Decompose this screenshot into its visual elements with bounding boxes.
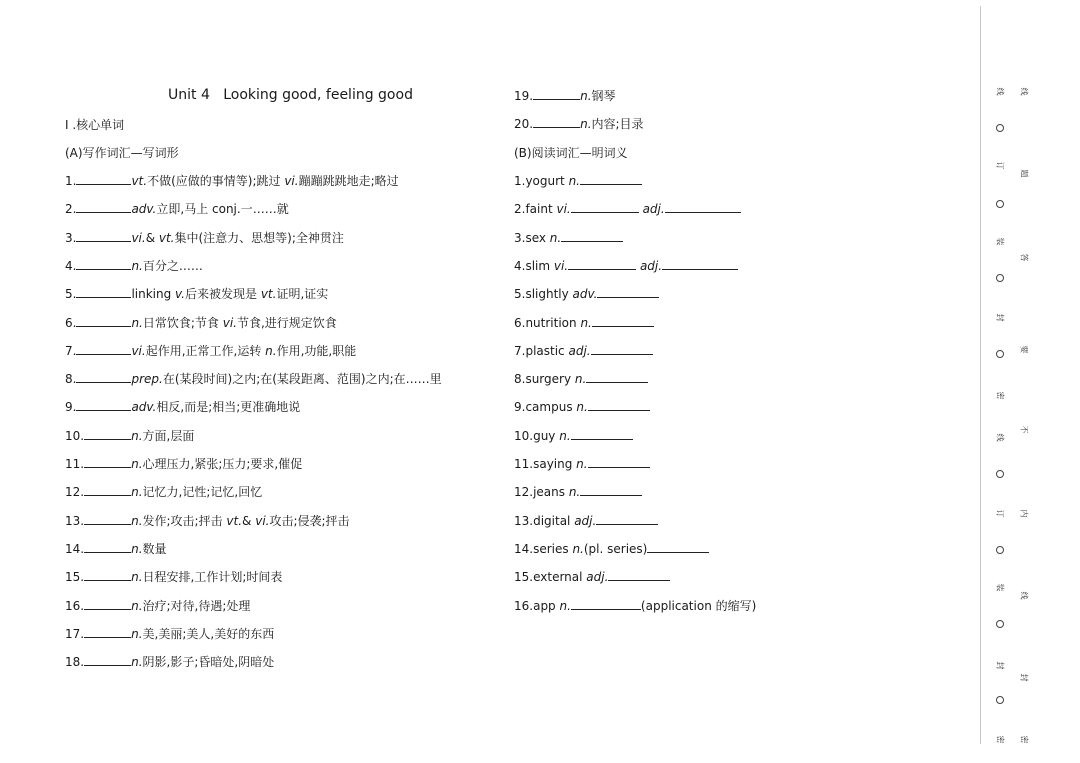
vocab-item bbox=[514, 201, 741, 217]
item-number: 13. bbox=[65, 513, 85, 528]
vocab-item bbox=[514, 88, 616, 104]
text-segment: 集中(注意力、思想等);全神贯注 bbox=[174, 230, 344, 245]
binding-char: 内 bbox=[1019, 509, 1029, 518]
item-number: 17. bbox=[65, 626, 85, 641]
binding-char: 要 bbox=[1019, 345, 1029, 354]
binding-circle bbox=[996, 350, 1004, 358]
vocab-item bbox=[65, 230, 344, 246]
item-number: 7. bbox=[65, 343, 77, 358]
text-segment: 相反,而是;相当;更准确地说 bbox=[156, 400, 301, 415]
text-segment: n. bbox=[131, 626, 143, 641]
item-number: 11. bbox=[65, 457, 85, 471]
text-segment: 内容;目录 bbox=[591, 117, 644, 132]
text-segment: n. bbox=[580, 315, 592, 330]
answer-blank[interactable] bbox=[665, 201, 741, 213]
page-title: Unit 4 Looking good, feeling good bbox=[168, 87, 413, 103]
text-segment: 10.guy bbox=[514, 428, 560, 443]
text-segment: 发作;攻击;抨击 bbox=[142, 513, 227, 528]
text-segment: 方面,层面 bbox=[142, 428, 195, 443]
text-segment: 13.digital bbox=[514, 513, 575, 528]
text-segment: n. bbox=[131, 541, 143, 556]
text-segment: 2.faint bbox=[514, 202, 557, 217]
text-segment: 心理压力,紧张;压力;要求,催促 bbox=[142, 457, 303, 471]
binding-line bbox=[980, 6, 981, 744]
text-segment: adj. bbox=[639, 258, 663, 273]
text-segment: 记忆力,记性;记忆,回忆 bbox=[142, 485, 263, 500]
item-number: 18. bbox=[65, 655, 85, 670]
section-heading: (A)写作词汇—写词形 bbox=[65, 146, 179, 160]
text-segment: n. bbox=[131, 570, 143, 585]
answer-blank[interactable] bbox=[588, 399, 650, 411]
vocab-item bbox=[65, 626, 274, 642]
text-segment: n. bbox=[576, 457, 588, 471]
text-segment: n. bbox=[549, 230, 562, 245]
text-segment: vi. bbox=[255, 513, 270, 528]
answer-blank[interactable] bbox=[588, 456, 650, 468]
vocab-item bbox=[514, 428, 633, 444]
text-segment: vi. bbox=[556, 202, 571, 217]
text-segment: 钢琴 bbox=[591, 89, 616, 103]
item-number: 1. bbox=[65, 174, 77, 188]
binding-circle bbox=[996, 546, 1004, 554]
binding-char: 封 bbox=[1019, 673, 1029, 682]
vocab-item bbox=[514, 541, 709, 557]
text-segment: 7.plastic bbox=[514, 343, 569, 358]
text-segment: vi. bbox=[131, 343, 146, 358]
answer-blank[interactable] bbox=[608, 569, 670, 581]
vocab-item bbox=[514, 456, 650, 472]
vocab-item bbox=[65, 399, 300, 415]
text-segment: adj. bbox=[574, 513, 597, 528]
item-number: 10. bbox=[65, 428, 85, 443]
binding-char: 不 bbox=[1019, 425, 1029, 434]
vocab-item bbox=[65, 541, 167, 557]
item-number: 6. bbox=[65, 315, 77, 330]
answer-blank[interactable] bbox=[596, 513, 658, 525]
text-segment: n. bbox=[572, 541, 584, 556]
binding-char: 密 bbox=[995, 391, 1005, 400]
text-segment: 蹦蹦跳跳地走;略过 bbox=[298, 174, 399, 188]
vocab-item bbox=[514, 286, 659, 302]
answer-blank[interactable] bbox=[580, 173, 642, 185]
text-segment: 日程安排,工作计划;时间表 bbox=[142, 570, 283, 585]
vocab-item bbox=[514, 258, 738, 274]
vocab-item bbox=[514, 513, 658, 529]
text-segment: 在(某段时间)之内;在(某段距离、范围)之内;在……里 bbox=[162, 372, 442, 387]
text-segment: 攻击;侵袭;抨击 bbox=[269, 513, 350, 528]
text-segment: 1.yogurt bbox=[514, 174, 569, 188]
item-number: 12. bbox=[65, 485, 85, 500]
answer-blank[interactable] bbox=[571, 598, 641, 610]
text-segment: n. bbox=[265, 343, 277, 358]
answer-blank[interactable] bbox=[571, 428, 633, 440]
binding-char: 密 bbox=[995, 735, 1005, 744]
item-number: 8. bbox=[65, 372, 77, 387]
text-segment: n. bbox=[559, 598, 571, 613]
binding-circle bbox=[996, 124, 1004, 132]
text-segment: 数量 bbox=[142, 541, 167, 556]
text-segment: n. bbox=[580, 89, 592, 103]
binding-char: 线 bbox=[1019, 591, 1029, 600]
text-segment: vi. bbox=[222, 315, 237, 330]
binding-char: 线 bbox=[995, 433, 1005, 442]
text-segment: n. bbox=[131, 457, 143, 471]
text-segment: n. bbox=[574, 372, 587, 387]
text-segment: 11.saying bbox=[514, 457, 577, 471]
answer-blank[interactable] bbox=[580, 484, 642, 496]
answer-blank[interactable] bbox=[592, 315, 654, 327]
vocab-item bbox=[514, 173, 642, 189]
answer-blank[interactable] bbox=[76, 399, 131, 411]
text-segment: & bbox=[145, 230, 159, 245]
text-segment: vt. bbox=[158, 230, 175, 245]
binding-char: 线 bbox=[1019, 87, 1029, 96]
text-segment: 3.sex bbox=[514, 230, 550, 245]
vocab-item bbox=[65, 201, 289, 217]
binding-char: 封 bbox=[995, 313, 1005, 322]
text-segment: adj. bbox=[568, 343, 591, 358]
answer-blank[interactable] bbox=[76, 343, 131, 355]
answer-blank[interactable] bbox=[76, 230, 131, 242]
item-number: 14. bbox=[65, 541, 85, 556]
answer-blank[interactable] bbox=[84, 513, 131, 525]
vocab-item bbox=[65, 371, 442, 387]
answer-blank[interactable] bbox=[84, 456, 131, 468]
answer-blank[interactable] bbox=[84, 428, 131, 440]
vocab-item bbox=[65, 654, 274, 670]
section-heading: (B)阅读词汇—明词义 bbox=[514, 146, 628, 160]
text-segment: adv. bbox=[131, 202, 157, 217]
answer-blank[interactable] bbox=[597, 286, 659, 298]
answer-blank[interactable] bbox=[84, 569, 131, 581]
text-segment: 阴影,影子;昏暗处,阴暗处 bbox=[142, 655, 275, 670]
answer-blank[interactable] bbox=[647, 541, 709, 553]
answer-blank[interactable] bbox=[84, 484, 131, 496]
text-segment: vi. bbox=[284, 174, 299, 188]
text-segment: (pl. series) bbox=[583, 541, 648, 556]
text-segment: n. bbox=[131, 598, 143, 613]
text-segment: 5.slightly bbox=[514, 287, 573, 302]
text-segment: n. bbox=[576, 400, 588, 415]
answer-blank[interactable] bbox=[533, 88, 580, 100]
text-segment: adj. bbox=[642, 202, 665, 217]
text-segment: 12.jeans bbox=[514, 485, 569, 500]
vocab-item bbox=[65, 484, 262, 500]
answer-blank[interactable] bbox=[76, 371, 131, 383]
answer-blank[interactable] bbox=[84, 598, 131, 610]
text-segment: vi. bbox=[131, 230, 146, 245]
text-segment: adj. bbox=[586, 570, 609, 585]
text-segment: 不做(应做的事情等);跳过 bbox=[147, 174, 285, 188]
item-number: 20. bbox=[514, 117, 534, 132]
text-segment: linking bbox=[131, 287, 176, 302]
answer-blank[interactable] bbox=[568, 258, 636, 270]
text-segment: 节食,进行规定饮食 bbox=[236, 315, 337, 330]
text-segment: 美,美丽;美人,美好的东西 bbox=[142, 626, 275, 641]
text-segment: 15.external bbox=[514, 570, 587, 585]
vocab-item bbox=[514, 371, 648, 387]
binding-circle bbox=[996, 470, 1004, 478]
text-segment: 16.app bbox=[514, 598, 560, 613]
text-segment: n. bbox=[131, 485, 143, 500]
binding-char: 装 bbox=[995, 583, 1005, 592]
binding-char: 装 bbox=[995, 237, 1005, 246]
text-segment: n. bbox=[568, 485, 581, 500]
text-segment: 立即,马上 conj.一……就 bbox=[156, 202, 289, 217]
answer-blank[interactable] bbox=[533, 116, 580, 128]
text-segment: 起作用,正常工作,运转 bbox=[145, 343, 266, 358]
answer-blank[interactable] bbox=[571, 201, 639, 213]
vocab-item bbox=[514, 484, 642, 500]
text-segment: vt. bbox=[131, 174, 148, 188]
text-segment: (application 的缩写) bbox=[640, 598, 757, 613]
vocab-item bbox=[514, 230, 623, 246]
text-segment: n. bbox=[131, 655, 143, 670]
text-segment: 8.surgery bbox=[514, 372, 575, 387]
text-segment: 作用,功能,职能 bbox=[276, 343, 357, 358]
text-segment: prep. bbox=[131, 372, 163, 387]
item-number: 19. bbox=[514, 89, 534, 103]
answer-blank[interactable] bbox=[76, 201, 131, 213]
binding-circle bbox=[996, 274, 1004, 282]
text-segment: n. bbox=[131, 428, 143, 443]
text-segment: n. bbox=[131, 258, 143, 273]
text-segment: 日常饮食;节食 bbox=[142, 315, 223, 330]
item-number: 5. bbox=[65, 287, 77, 302]
section-heading: Ⅰ .核心单词 bbox=[65, 118, 125, 132]
binding-circle bbox=[996, 200, 1004, 208]
answer-blank[interactable] bbox=[662, 258, 738, 270]
item-number: 2. bbox=[65, 202, 77, 217]
text-segment: v. bbox=[175, 287, 185, 302]
answer-blank[interactable] bbox=[561, 230, 623, 242]
text-segment: n. bbox=[559, 428, 571, 443]
vocab-item bbox=[514, 399, 650, 415]
text-segment: 证明,证实 bbox=[276, 287, 329, 302]
vocab-item bbox=[65, 598, 250, 614]
answer-blank[interactable] bbox=[84, 626, 131, 638]
item-number: 15. bbox=[65, 570, 85, 585]
binding-char: 线 bbox=[995, 87, 1005, 96]
answer-blank[interactable] bbox=[76, 173, 131, 185]
text-segment: 14.series bbox=[514, 541, 573, 556]
vocab-item bbox=[65, 286, 328, 302]
text-segment: & bbox=[242, 513, 256, 528]
vocab-item bbox=[65, 513, 350, 529]
vocab-item bbox=[65, 428, 194, 444]
vocab-item bbox=[514, 116, 644, 132]
vocab-item bbox=[65, 315, 337, 331]
text-segment: adv. bbox=[572, 287, 598, 302]
answer-blank[interactable] bbox=[84, 654, 131, 666]
item-number: 16. bbox=[65, 598, 85, 613]
answer-blank[interactable] bbox=[586, 371, 648, 383]
binding-char: 封 bbox=[995, 661, 1005, 670]
vocab-item bbox=[514, 569, 670, 585]
text-segment: 4.slim bbox=[514, 258, 554, 273]
binding-char: 订 bbox=[995, 161, 1005, 170]
answer-blank[interactable] bbox=[76, 315, 131, 327]
text-segment: n. bbox=[580, 117, 592, 132]
text-segment: n. bbox=[131, 513, 143, 528]
item-number: 9. bbox=[65, 400, 77, 415]
text-segment: vi. bbox=[553, 258, 569, 273]
binding-char: 密 bbox=[1019, 735, 1029, 744]
vocab-item bbox=[65, 569, 282, 585]
vocab-item bbox=[514, 315, 654, 331]
text-segment: 9.campus bbox=[514, 400, 577, 415]
text-segment: adv. bbox=[131, 400, 157, 415]
answer-blank[interactable] bbox=[591, 343, 653, 355]
answer-blank[interactable] bbox=[76, 286, 131, 298]
text-segment: 治疗;对待,待遇;处理 bbox=[142, 598, 251, 613]
binding-char: 订 bbox=[995, 509, 1005, 518]
answer-blank[interactable] bbox=[76, 258, 131, 270]
binding-circle bbox=[996, 620, 1004, 628]
vocab-item bbox=[514, 343, 653, 359]
binding-char: 答 bbox=[1019, 253, 1029, 262]
vocab-item bbox=[65, 173, 399, 189]
item-number: 3. bbox=[65, 230, 77, 245]
text-segment: vt. bbox=[260, 287, 277, 302]
vocab-item bbox=[65, 258, 203, 274]
binding-char: 题 bbox=[1019, 169, 1029, 178]
answer-blank[interactable] bbox=[84, 541, 131, 553]
vocab-item bbox=[514, 598, 756, 614]
text-segment: 后来被发现是 bbox=[184, 287, 261, 302]
text-segment: 百分之…… bbox=[142, 258, 203, 273]
binding-circle bbox=[996, 696, 1004, 704]
vocab-item bbox=[65, 456, 302, 472]
vocab-item bbox=[65, 343, 356, 359]
text-segment: vt. bbox=[226, 513, 243, 528]
text-segment: n. bbox=[131, 315, 143, 330]
text-segment: 6.nutrition bbox=[514, 315, 581, 330]
item-number: 4. bbox=[65, 258, 77, 273]
text-segment: n. bbox=[568, 174, 580, 188]
